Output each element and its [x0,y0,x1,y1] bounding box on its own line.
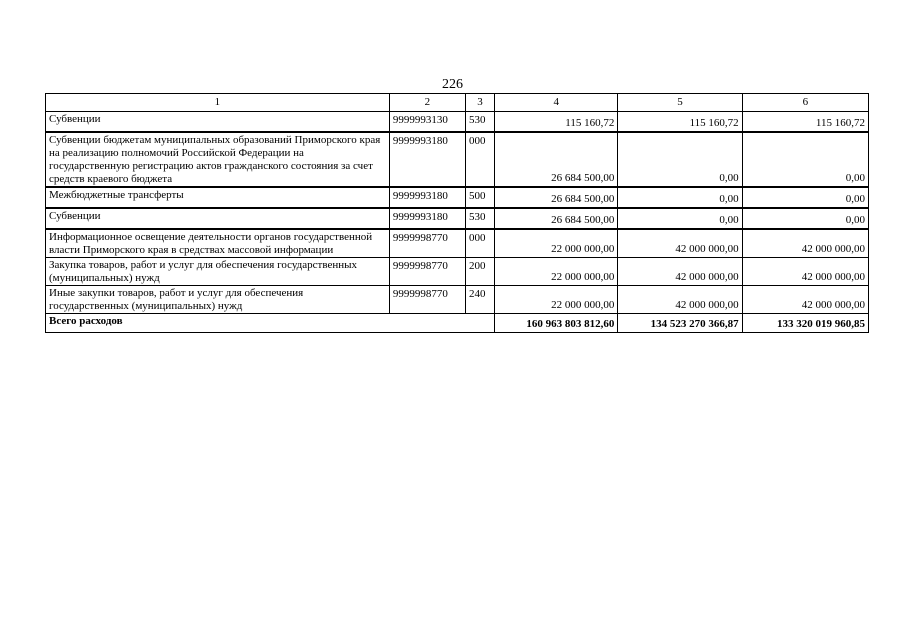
row-value-5: 0,00 [618,187,742,208]
row-value-4: 22 000 000,00 [495,286,618,314]
table-row [46,286,869,314]
row-vr: 500 [466,187,495,208]
row-value-4: 26 684 500,00 [495,187,618,208]
row-vr: 530 [466,112,495,133]
table-row [46,112,869,133]
total-value-4: 160 963 803 812,60 [495,314,618,333]
row-csr: 9999993130 [389,112,465,133]
row-csr: 9999993180 [389,187,465,208]
row-value-4: 26 684 500,00 [495,132,618,187]
row-value-6: 42 000 000,00 [742,258,868,286]
page-number: 226 [442,77,463,92]
row-csr: 9999993180 [389,132,465,187]
row-vr: 240 [466,286,495,314]
table-header-row [46,94,869,112]
row-value-6: 0,00 [742,187,868,208]
table-row [46,229,869,258]
row-value-6: 42 000 000,00 [742,286,868,314]
row-vr: 000 [466,229,495,258]
row-value-6: 42 000 000,00 [742,229,868,258]
column-header: 2 [389,94,465,112]
row-value-4: 26 684 500,00 [495,208,618,229]
row-name: Информационное освещение деятельности органов государственной власти Приморского края в средствах массовой информации [46,229,390,258]
column-header: 1 [46,94,390,112]
table-row [46,258,869,286]
row-value-4: 115 160,72 [495,112,618,133]
row-value-6: 0,00 [742,132,868,187]
row-name: Межбюджетные трансферты [46,187,390,208]
row-name: Закупка товаров, работ и услуг для обеспечения государственных (муниципальных) нужд [46,258,390,286]
row-value-4: 22 000 000,00 [495,229,618,258]
row-vr: 530 [466,208,495,229]
row-value-5: 42 000 000,00 [618,229,742,258]
column-header: 4 [495,94,618,112]
total-row [46,314,869,333]
total-label: Всего расходов [46,314,495,333]
table-row [46,187,869,208]
column-header: 6 [742,94,868,112]
row-value-5: 42 000 000,00 [618,286,742,314]
row-value-5: 0,00 [618,132,742,187]
row-csr: 9999998770 [389,229,465,258]
row-value-4: 22 000 000,00 [495,258,618,286]
total-value-6: 133 320 019 960,85 [742,314,868,333]
row-csr: 9999998770 [389,258,465,286]
row-value-5: 42 000 000,00 [618,258,742,286]
table-row [46,208,869,229]
table-row [46,132,869,187]
row-vr: 200 [466,258,495,286]
total-value-5: 134 523 270 366,87 [618,314,742,333]
row-value-6: 0,00 [742,208,868,229]
row-csr: 9999993180 [389,208,465,229]
expenses-table [45,93,869,333]
row-value-5: 115 160,72 [618,112,742,133]
row-value-6: 115 160,72 [742,112,868,133]
row-vr: 000 [466,132,495,187]
row-name: Субвенции [46,112,390,133]
row-csr: 9999998770 [389,286,465,314]
row-name: Иные закупки товаров, работ и услуг для обеспечения государственных (муниципальных) нужд [46,286,390,314]
row-value-5: 0,00 [618,208,742,229]
column-header: 3 [466,94,495,112]
row-name: Субвенции [46,208,390,229]
row-name: Субвенции бюджетам муниципальных образований Приморского края на реализацию полномочий Российской Федерации на государственную регистрацию актов гражданского состояния за счет средств краевого бюджета [46,132,390,187]
column-header: 5 [618,94,742,112]
